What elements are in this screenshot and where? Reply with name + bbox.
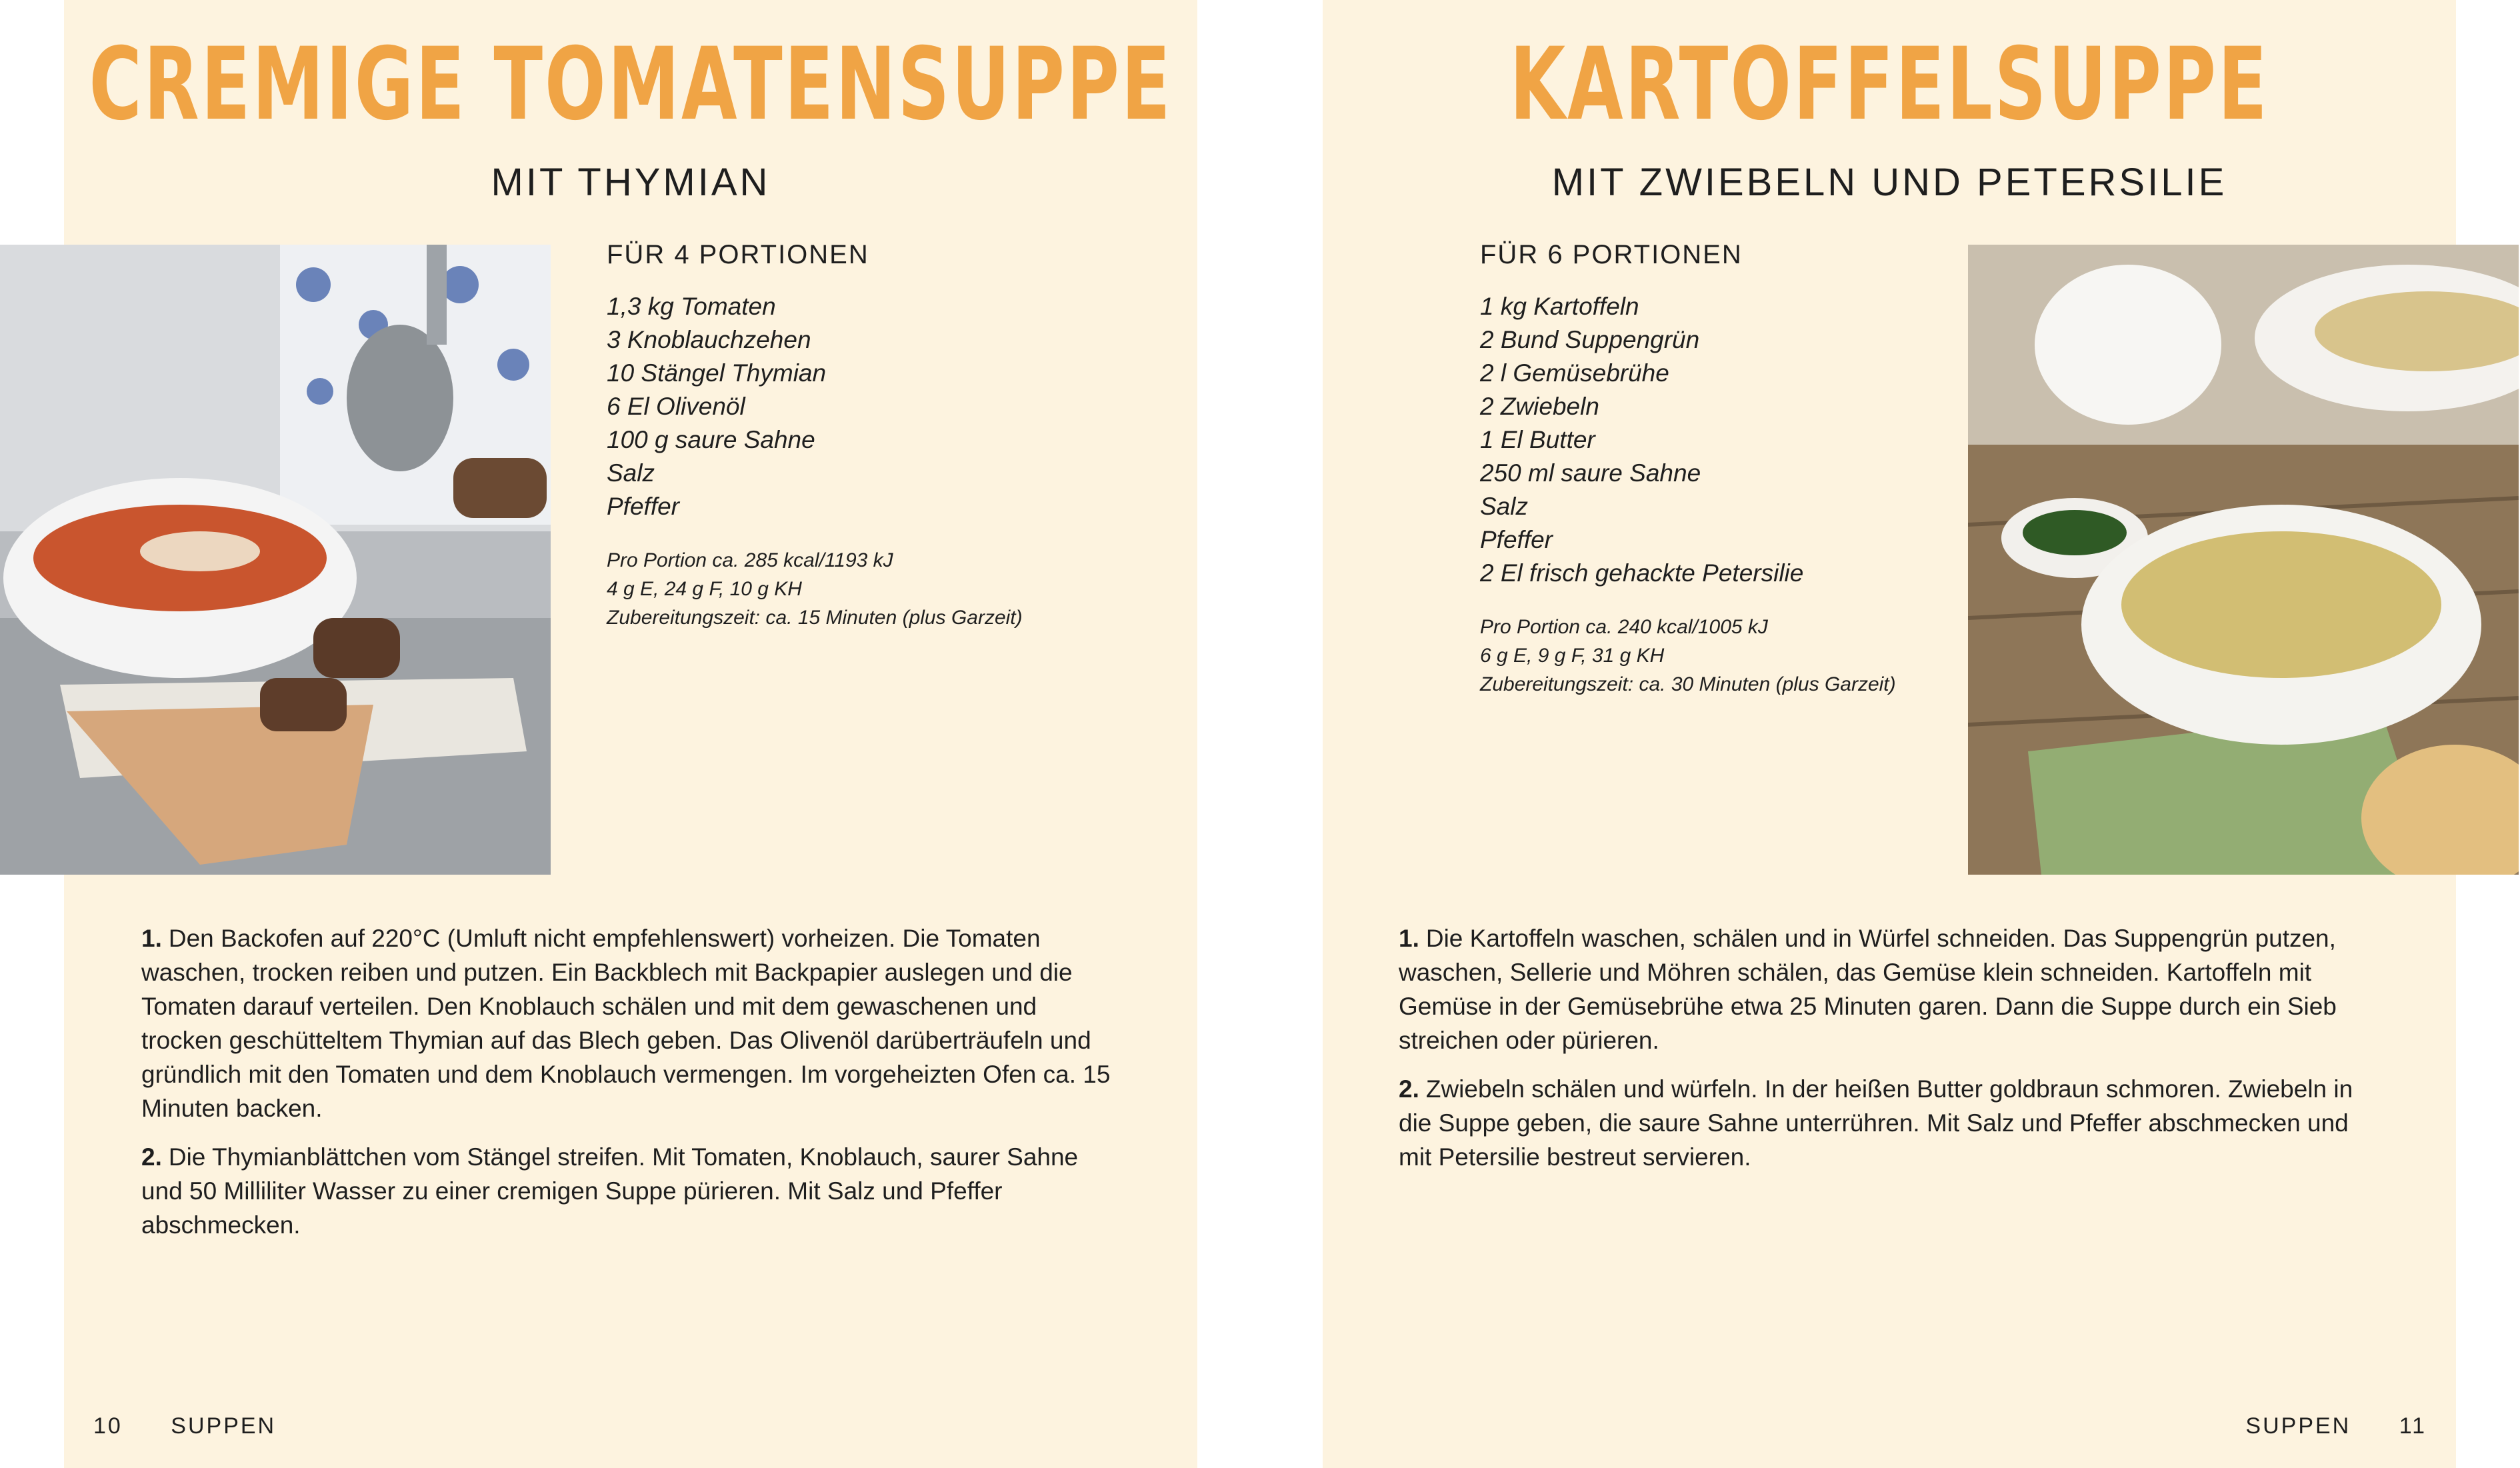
section-name: SUPPEN (2245, 1413, 2351, 1439)
ingredient-item: 2 l Gemüsebrühe (1480, 359, 1669, 387)
left-page (64, 0, 1197, 1468)
step-text: Die Thymianblättchen vom Stängel streifen. Mit Tomaten, Knoblauch, saurer Sahne und 50 Milliliter Wasser zu einer cremigen Suppe pürieren. Mit Salz und Pfeffer abschmecken. (141, 1143, 1079, 1239)
recipe-subtitle: MIT THYMIAN (491, 161, 771, 204)
step-2 (141, 1140, 1115, 1242)
step-2 (1399, 1072, 2372, 1174)
ingredient-item: 1,3 kg Tomaten (607, 293, 776, 320)
step-1 (141, 921, 1115, 1125)
ingredient-item: Pfeffer (607, 493, 679, 520)
instruction-steps (1399, 921, 2372, 1189)
section-name: SUPPEN (171, 1413, 277, 1439)
step-text: Den Backofen auf 220°C (Umluft nicht empfehlenswert) vorheizen. Die Tomaten waschen, trocken reiben und putzen. Ein Backblech mit Backpapier auslegen und die Tomaten darauf verteilen. Den Knoblauch schälen und mit dem gewaschenen und trocken geschütteltem Thymian auf das Blech geben. Das Olivenöl darüberträufeln und gründlich mit den Tomaten und dem Knoblauch vermengen. Im vorgeheizten Ofen ca. 15 Minuten backen. (141, 925, 1111, 1122)
ingredient-item: 1 El Butter (1480, 426, 1595, 453)
ingredient-item: 2 El frisch gehackte Petersilie (1480, 559, 1804, 587)
ingredient-item: 2 Zwiebeln (1480, 393, 1599, 420)
page-number: 10 (93, 1413, 123, 1439)
ingredients-block (607, 240, 1140, 632)
ingredient-item: Salz (607, 459, 655, 487)
recipe-title: KARTOFFELSUPPE (1509, 27, 2269, 143)
step-number: 2. (141, 1143, 162, 1171)
nutrition-line: 6 g E, 9 g F, 31 g KH (1480, 645, 1665, 667)
potato-soup-photo (1968, 245, 2519, 875)
ingredients-block (1480, 240, 2013, 699)
right-page (1323, 0, 2456, 1468)
step-text: Zwiebeln schälen und würfeln. In der heißen Butter goldbraun schmoren. Zwiebeln in die Suppe geben, die saure Sahne unterrühren. Mit Salz und Pfeffer abschmecken und mit Petersilie bestreut servieren. (1399, 1075, 2353, 1171)
ingredient-item: 1 kg Kartoffeln (1480, 293, 1639, 320)
ingredient-item: 6 El Olivenöl (607, 393, 745, 420)
page-footer (2245, 1413, 2427, 1439)
ingredient-item: 10 Stängel Thymian (607, 359, 827, 387)
step-number: 1. (1399, 925, 1419, 952)
page-footer (93, 1413, 276, 1439)
recipe-subtitle: MIT ZWIEBELN UND PETERSILIE (1551, 161, 2227, 204)
ingredient-item: Pfeffer (1480, 526, 1553, 553)
nutrition-line: Pro Portion ca. 240 kcal/1005 kJ (1480, 616, 1768, 638)
nutrition-line: Pro Portion ca. 285 kcal/1193 kJ (607, 549, 893, 571)
step-number: 2. (1399, 1075, 1419, 1103)
portions-heading: FÜR 6 PORTIONEN (1480, 240, 1743, 269)
ingredient-item: 2 Bund Suppengrün (1480, 326, 1700, 353)
recipe-title: CREMIGE TOMATENSUPPE (89, 27, 1173, 143)
ingredient-list (607, 290, 1140, 523)
step-1 (1399, 921, 2372, 1057)
nutrition-info (1480, 613, 2013, 699)
nutrition-line: 4 g E, 24 g F, 10 g KH (607, 578, 802, 600)
ingredient-list (1480, 290, 2013, 590)
step-number: 1. (141, 925, 162, 952)
ingredient-item: 100 g saure Sahne (607, 426, 815, 453)
portions-heading: FÜR 4 PORTIONEN (607, 240, 869, 269)
step-text: Die Kartoffeln waschen, schälen und in Würfel schneiden. Das Suppengrün putzen, waschen, Sellerie und Möhren schälen, das Gemüse klein schneiden. Kartoffeln mit Gemüse in der Gemüsebrühe etwa 25 Minuten garen. Dann die Suppe durch ein Sieb streichen oder pürieren. (1399, 925, 2337, 1054)
ingredient-item: Salz (1480, 493, 1528, 520)
nutrition-line: Zubereitungszeit: ca. 30 Minuten (plus Garzeit) (1480, 673, 1896, 695)
ingredient-item: 3 Knoblauchzehen (607, 326, 811, 353)
instruction-steps (141, 921, 1115, 1257)
tomato-soup-photo (0, 245, 551, 875)
nutrition-info (607, 546, 1140, 632)
page-number: 11 (2399, 1413, 2427, 1439)
nutrition-line: Zubereitungszeit: ca. 15 Minuten (plus Garzeit) (607, 607, 1023, 629)
ingredient-item: 250 ml saure Sahne (1480, 459, 1701, 487)
